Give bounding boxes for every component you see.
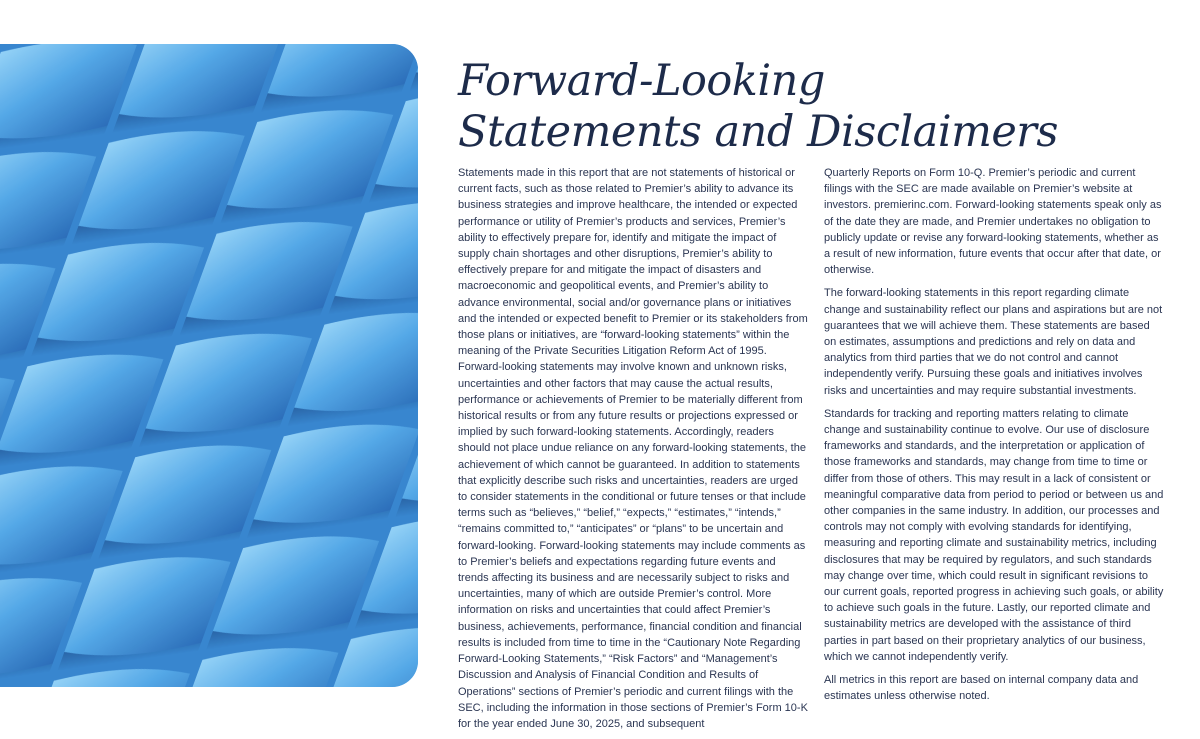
left-text-column <box>458 165 808 739</box>
paragraph: The forward-looking statements in this report regarding climate change and sustainability reflect our plans and aspirations but are not guarantees that we will achieve them. These statements are based on estimates, assumptions and predictions and rely on data and analytics from third parties that we do not control and cannot independently verify. Pursuing these goals and initiatives involves risks and uncertainties and may require substantial investments. <box>824 287 1163 397</box>
title-line-1: Forward-Looking <box>458 56 825 106</box>
architectural-photo <box>0 44 418 687</box>
title-line-2: Statements and Disclaimers <box>458 107 1058 157</box>
right-text-column <box>824 165 1164 712</box>
paragraph: All metrics in this report are based on internal company data and estimates unless otherwise noted. <box>824 674 1139 703</box>
paragraph: Statements made in this report that are not statements of historical or current facts, such as those related to Premier’s ability to advance its business strategies and improve healthcare, the intended or expected performance or utility of Premier’s products and services, Premier’s ability to effectively prepare for, identify and mitigate the impact of supply chain shortages and other disruptions, Premier’s ability to effectively prepare for and mitigate the impact of disasters and macroeconomic and geopolitical events, and Premier’s ability to advance environmental, social and/or governance plans or initiatives and the intended or expected benefit to Premier or its stakeholders from those plans or initiatives, are “forward-looking statements” within the meaning of the Private Securities Litigation Reform Act of 1995. Forward-looking statements may involve known and unknown risks, uncertainties and other factors that may cause the actual results, performance or achievements of Premier to be materially different from historical results or from any future results or projections expressed or implied by such forward-looking statements. Accordingly, readers should not place undue reliance on any forward-looking statements, the achievement of which cannot be guaranteed. In addition to statements that explicitly describe such risks and uncertainties, readers are urged to consider statements in the conditional or future tenses or that include terms such as “believes,” “belief,” “expects,” “estimates,” “intends,” “remains committed to,” “anticipates” or “plans” to be uncertain and forward-looking. Forward-looking statements may include comments as to Premier’s beliefs and expectations regarding future events and trends affecting its business and are necessarily subject to risks and uncertainties, many of which are outside Premier’s control. More information on risks and uncertainties that could affect Premier’s business, achievements, performance, financial condition and financial results is included from time to time in the “Cautionary Note Regarding Forward-Looking Statements,” “Risk Factors” and “Management’s Discussion and Analysis of Financial Condition and Results of Operations” sections of Premier’s periodic and current filings with the SEC, including the information in those sections of Premier’s Form 10-K for the year ended June 30, 2025, and subsequent <box>458 167 808 730</box>
page-title <box>458 56 1058 158</box>
paragraph: Standards for tracking and reporting matters relating to climate change and sustainability continue to evolve. Our use of disclosure frameworks and standards, and the interpretation or application of those frameworks and standards, may change from time to time or differ from those of others. This may result in a lack of consistent or meaningful comparative data from period to period or between us and other companies in the same industry. In addition, our processes and controls may not comply with evolving standards for identifying, measuring and reporting climate and sustainability metrics, including disclosures that may be required by regulators, and such standards may change over time, which could result in significant revisions to our current goals, reported progress in achieving such goals, or ability to achieve such goals in the future. Lastly, our reported climate and sustainability metrics are developed with the assistance of third parties in part based on their proprietary analytics of our business, which we cannot independently verify. <box>824 407 1164 663</box>
blue-facade-pattern <box>0 44 418 687</box>
paragraph: Quarterly Reports on Form 10-Q. Premier’s periodic and current filings with the SEC are made available on Premier’s website at investors. premierinc.com. Forward-looking statements speak only as of the date they are made, and Premier undertakes no obligation to publicly update or revise any forward-looking statements, whether as a result of new information, future events that occur after that date, or otherwise. <box>824 167 1162 277</box>
